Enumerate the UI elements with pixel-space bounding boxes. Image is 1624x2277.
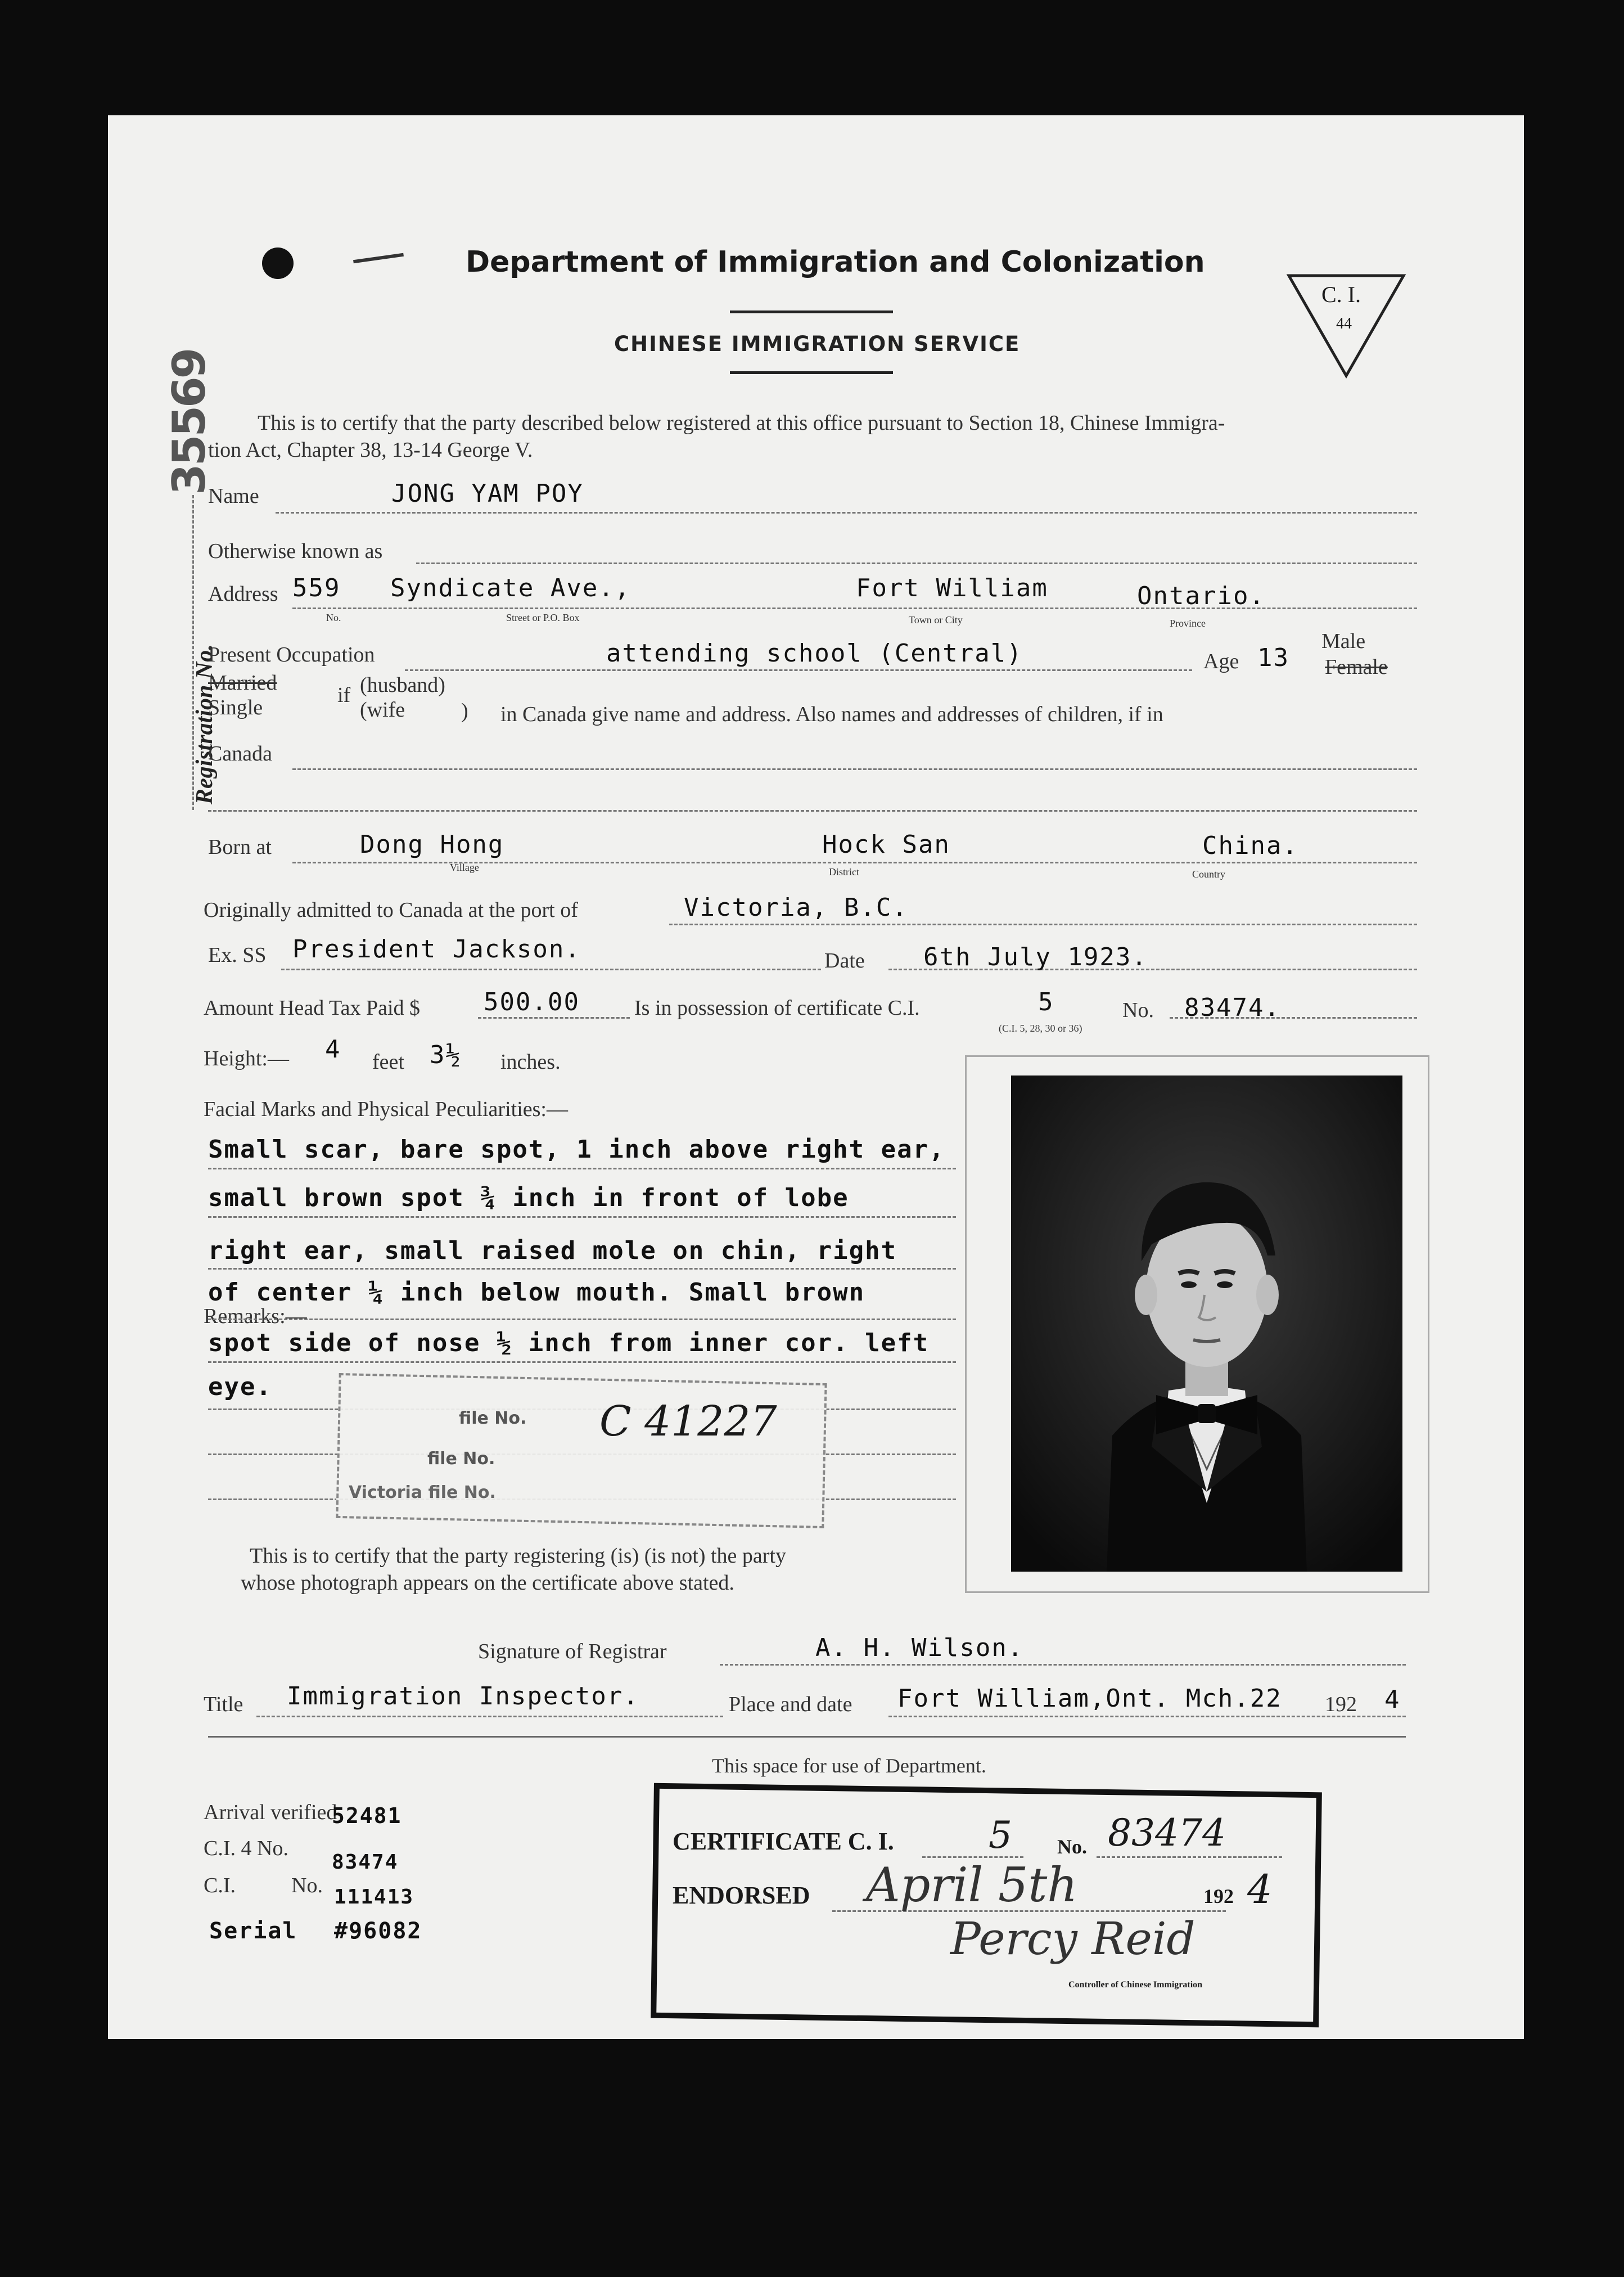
address-street-caption: Street or P.O. Box — [506, 612, 580, 623]
single-label: Single — [208, 696, 263, 719]
stamp-endorsed-date: April 5th — [866, 1857, 1078, 1912]
title-line — [256, 1716, 723, 1717]
occupation-line — [405, 669, 1192, 671]
inches-label: inches. — [500, 1050, 561, 1074]
certificate-label: Is in possession of certificate C.I. — [634, 996, 920, 1020]
facial-line-2: small brown spot ¾ inch in front of lobe — [208, 1184, 849, 1212]
if-label: if — [337, 683, 351, 707]
facial-rule-5 — [208, 1361, 956, 1363]
signature-value: A. H. Wilson. — [815, 1634, 1024, 1662]
admitted-line — [669, 924, 1417, 925]
stamp-certificate-label: CERTIFICATE C. I. — [673, 1828, 894, 1855]
certificate-type: 5 — [1038, 988, 1054, 1016]
ship-label: Ex. SS — [208, 943, 267, 967]
ci-no-label: No. — [291, 1874, 323, 1897]
stamp-ci-value: 5 — [989, 1814, 1012, 1857]
wife-label: (wife — [360, 698, 405, 722]
occupation-value: attending school (Central) — [606, 639, 1023, 668]
address-city: Fort William — [856, 574, 1048, 602]
canada-label: Canada — [208, 742, 272, 766]
certify-line-2: whose photograph appears on the certificate above stated. — [241, 1571, 734, 1595]
serial-label: Serial — [209, 1918, 297, 1944]
form-number: 44 — [1336, 315, 1352, 332]
facial-line-5: spot side of nose ½ inch from inner cor. left — [208, 1329, 930, 1357]
age-value: 13 — [1257, 644, 1289, 672]
tax-amount: 500.00 — [484, 988, 580, 1016]
signature-line — [720, 1664, 1406, 1666]
year-prefix: 192 — [1325, 1693, 1357, 1716]
ci-label: C.I. — [204, 1874, 236, 1897]
certify-line-1: This is to certify that the party registering (is) (is not) the party — [250, 1544, 786, 1568]
ci-value: 111413 — [334, 1886, 414, 1909]
serial-value: #96082 — [334, 1918, 422, 1944]
tax-label: Amount Head Tax Paid $ — [204, 996, 421, 1020]
facial-rule-3 — [208, 1268, 956, 1270]
stamp-endorsed-label: ENDORSED — [673, 1882, 810, 1909]
occupation-label: Present Occupation — [208, 643, 375, 667]
address-street: Syndicate Ave., — [390, 574, 631, 602]
marital-text: in Canada give name and address. Also names and addresses of children, if in — [500, 703, 1163, 726]
date-value: 6th July 1923. — [923, 943, 1148, 971]
certificate-number: 83474. — [1184, 993, 1280, 1022]
district-caption: District — [829, 866, 859, 878]
height-feet: 4 — [325, 1035, 341, 1064]
born-district: Hock San — [822, 830, 950, 859]
stamp-no-line — [1097, 1856, 1282, 1858]
ship-value: President Jackson. — [292, 935, 581, 964]
otherwise-line — [416, 562, 1417, 564]
canada-line-1 — [292, 768, 1417, 770]
stamp-file-handwritten: C 41227 — [599, 1397, 777, 1446]
facial-rule-4 — [208, 1318, 956, 1320]
title-value: Immigration Inspector. — [287, 1682, 639, 1711]
facial-line-6: eye. — [208, 1372, 272, 1401]
husband-label: (husband) — [360, 673, 445, 697]
age-label: Age — [1203, 650, 1239, 673]
village-caption: Village — [450, 862, 479, 873]
ci4-value: 83474 — [332, 1851, 399, 1874]
portrait-photograph — [1011, 1076, 1402, 1572]
facial-label: Facial Marks and Physical Peculiarities:— — [204, 1097, 568, 1121]
ship-line — [281, 969, 821, 970]
intro-line-2: tion Act, Chapter 38, 13-14 George V. — [208, 438, 533, 462]
stamp-no-label: No. — [1057, 1835, 1087, 1858]
punch-hole-dot — [262, 248, 294, 279]
sex-female: Female — [1325, 655, 1388, 679]
height-inches: 3½ — [430, 1041, 462, 1069]
born-label: Born at — [208, 835, 272, 859]
place-date-label: Place and date — [729, 1693, 852, 1716]
stamp-signature: Percy Reid — [950, 1912, 1196, 1965]
sex-male: Male — [1321, 629, 1366, 653]
file-number-stamp — [336, 1373, 827, 1528]
facial-rule-1 — [208, 1168, 956, 1169]
stamp-file-no-2: file No. — [427, 1449, 495, 1469]
tax-line — [478, 1017, 630, 1019]
ci4-label: C.I. 4 No. — [204, 1837, 288, 1860]
otherwise-label: Otherwise known as — [208, 539, 383, 563]
address-province: Ontario. — [1137, 582, 1265, 610]
address-number: 559 — [292, 574, 341, 602]
intro-line-1: This is to certify that the party described below registered at this office pursuant to Section 18, Chinese Immigra- — [258, 411, 1225, 435]
arrival-value: 52481 — [332, 1803, 402, 1828]
stamp-no-value: 83474 — [1108, 1811, 1226, 1855]
dept-space-label: This space for use of Department. — [712, 1754, 986, 1777]
stamp-year-digit: 4 — [1247, 1866, 1273, 1912]
address-city-caption: Town or City — [909, 614, 963, 626]
remarks-label: Remarks:— — [204, 1304, 307, 1328]
year-suffix: 4 — [1384, 1685, 1401, 1714]
name-line — [276, 512, 1417, 514]
address-province-caption: Province — [1170, 618, 1206, 629]
form-code: C. I. — [1321, 282, 1361, 307]
certificate-no-label: No. — [1122, 998, 1154, 1022]
facial-line-4: of center ¼ inch below mouth. Small brown — [208, 1278, 865, 1307]
service-title: CHINESE IMMIGRATION SERVICE — [614, 332, 1021, 356]
certificate-caption: (C.I. 5, 28, 30 or 36) — [999, 1023, 1082, 1034]
born-village: Dong Hong — [360, 830, 504, 859]
department-title: Department of Immigration and Colonization — [466, 245, 1205, 279]
registration-dotted-line — [192, 495, 194, 810]
name-label: Name — [208, 484, 259, 508]
date-label: Date — [824, 949, 865, 973]
stamp-victoria-file: Victoria file No. — [349, 1483, 496, 1502]
canada-line-2 — [208, 810, 1417, 812]
country-caption: Country — [1192, 868, 1226, 880]
header-rule-bottom — [730, 371, 893, 374]
facial-rule-2 — [208, 1216, 956, 1218]
title-label: Title — [204, 1693, 243, 1716]
stamp-file-no: file No. — [459, 1408, 527, 1428]
stamp-controller: Controller of Chinese Immigration — [1068, 1980, 1203, 1990]
header-rule-top — [730, 310, 893, 313]
signature-label: Signature of Registrar — [478, 1640, 667, 1663]
facial-line-1: Small scar, bare spot, 1 inch above right ear, — [208, 1135, 945, 1164]
born-country: China. — [1202, 831, 1298, 860]
married-label: Married — [208, 671, 277, 695]
arrival-label: Arrival verified — [204, 1801, 337, 1824]
admitted-label: Originally admitted to Canada at the port of — [204, 898, 578, 922]
address-no-caption: No. — [326, 612, 341, 623]
address-label: Address — [208, 582, 278, 606]
place-value: Fort William,Ont. Mch.22 — [897, 1684, 1282, 1713]
stamp-year: 192 — [1203, 1885, 1234, 1907]
registration-label: Registration No. — [192, 644, 218, 804]
wife-paren: ) — [461, 699, 468, 723]
facial-line-3: right ear, small raised mole on chin, right — [208, 1236, 897, 1265]
registration-number: 35569 — [163, 349, 215, 495]
name-value: JONG YAM POY — [391, 479, 584, 508]
separator-rule — [208, 1736, 1406, 1738]
feet-label: feet — [372, 1050, 404, 1074]
admitted-port: Victoria, B.C. — [684, 893, 908, 922]
height-label: Height:— — [204, 1047, 289, 1070]
